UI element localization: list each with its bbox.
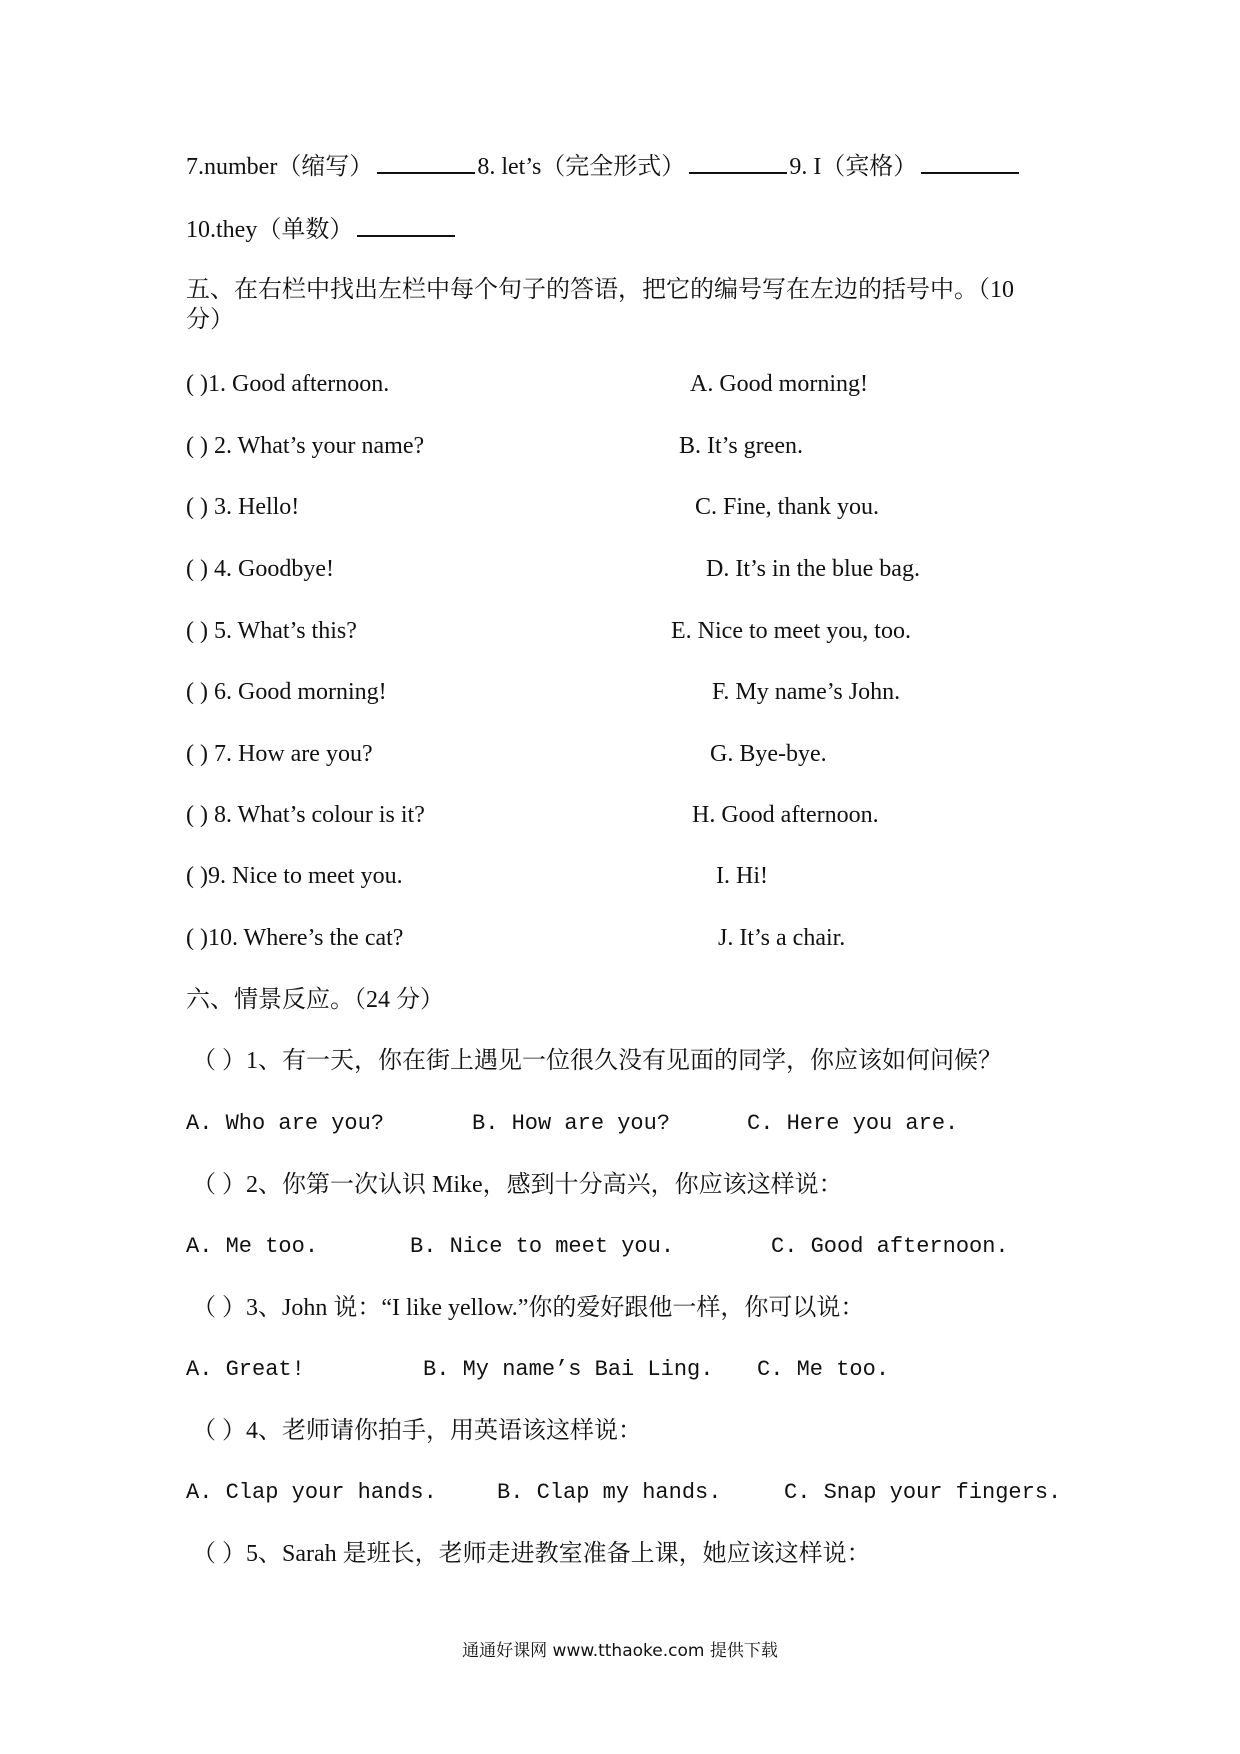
- match-right-option: C. Fine, thank you.: [695, 494, 879, 520]
- match-left-item: ( ) 7. How are you?: [186, 741, 373, 767]
- question-2-option-a: A. Me too.: [186, 1234, 319, 1259]
- question-3: （ ）3、John 说：“I like yellow.”你的爱好跟他一样，你可以说：: [192, 1295, 865, 1321]
- section5-heading-line2: 分）: [186, 307, 234, 333]
- question-3-option-a: A. Great!: [186, 1357, 305, 1382]
- question-3-option-c: C. Me too.: [757, 1357, 890, 1382]
- item-8-label: 8. let’s（完全形式）: [477, 154, 686, 180]
- match-left-item: ( ) 4. Goodbye!: [186, 556, 334, 582]
- item-10-label: 10.they（单数）: [186, 217, 354, 243]
- match-right-option: G. Bye-bye.: [710, 741, 827, 767]
- match-right-option: A. Good morning!: [690, 371, 868, 397]
- section6-heading: 六、情景反应。（24 分）: [186, 987, 444, 1013]
- question-1-option-c: C. Here you are.: [747, 1111, 959, 1136]
- match-left-item: ( ) 5. What’s this?: [186, 618, 357, 644]
- match-right-option: E. Nice to meet you, too.: [671, 618, 911, 644]
- question-4-option-c: C. Snap your fingers.: [784, 1480, 1062, 1505]
- match-left-item: ( ) 3. Hello!: [186, 494, 300, 520]
- match-left-item: ( ) 6. Good morning!: [186, 679, 387, 705]
- page-footer: 通通好课网 www.tthaoke.com 提供下载: [462, 1641, 778, 1661]
- fill-row-10: [186, 213, 457, 245]
- answer-blank-8[interactable]: [689, 150, 787, 174]
- match-left-item: ( ) 8. What’s colour is it?: [186, 802, 425, 828]
- match-right-option: F. My name’s John.: [712, 679, 901, 705]
- question-3-option-b: B. My name’s Bai Ling.: [423, 1357, 714, 1382]
- question-1: （ ）1、有一天，你在街上遇见一位很久没有见面的同学，你应该如何问候？: [192, 1048, 1002, 1074]
- match-left-item: ( )10. Where’s the cat?: [186, 925, 404, 951]
- match-right-option: D. It’s in the blue bag.: [706, 556, 920, 582]
- item-9-label: 9. I（宾格）: [789, 154, 918, 180]
- question-4: （ ）4、老师请你拍手，用英语该这样说：: [192, 1418, 642, 1444]
- section5-heading-line1: 五、在右栏中找出左栏中每个句子的答语，把它的编号写在左边的括号中。（10: [186, 277, 1014, 303]
- answer-blank-9[interactable]: [921, 150, 1019, 174]
- question-4-option-a: A. Clap your hands.: [186, 1480, 437, 1505]
- question-1-option-b: B. How are you?: [472, 1111, 671, 1136]
- question-2: （ ）2、你第一次认识 Mike，感到十分高兴，你应该这样说：: [192, 1172, 843, 1198]
- match-right-option: J. It’s a chair.: [718, 925, 846, 951]
- answer-blank-10[interactable]: [357, 213, 455, 237]
- match-left-item: ( )9. Nice to meet you.: [186, 863, 403, 889]
- question-1-option-a: A. Who are you?: [186, 1111, 385, 1136]
- fill-row-7-9: [186, 150, 1021, 182]
- match-left-item: ( )1. Good afternoon.: [186, 371, 390, 397]
- match-left-item: ( ) 2. What’s your name?: [186, 433, 425, 459]
- answer-blank-7[interactable]: [377, 150, 475, 174]
- question-2-option-b: B. Nice to meet you.: [410, 1234, 675, 1259]
- item-7-label: 7.number（缩写）: [186, 154, 374, 180]
- match-right-option: I. Hi!: [716, 863, 768, 889]
- question-4-option-b: B. Clap my hands.: [497, 1480, 722, 1505]
- match-right-option: H. Good afternoon.: [692, 802, 879, 828]
- question-5: （ ）5、Sarah 是班长，老师走进教室准备上课，她应该这样说：: [192, 1541, 871, 1567]
- question-2-option-c: C. Good afternoon.: [771, 1234, 1009, 1259]
- match-right-option: B. It’s green.: [679, 433, 803, 459]
